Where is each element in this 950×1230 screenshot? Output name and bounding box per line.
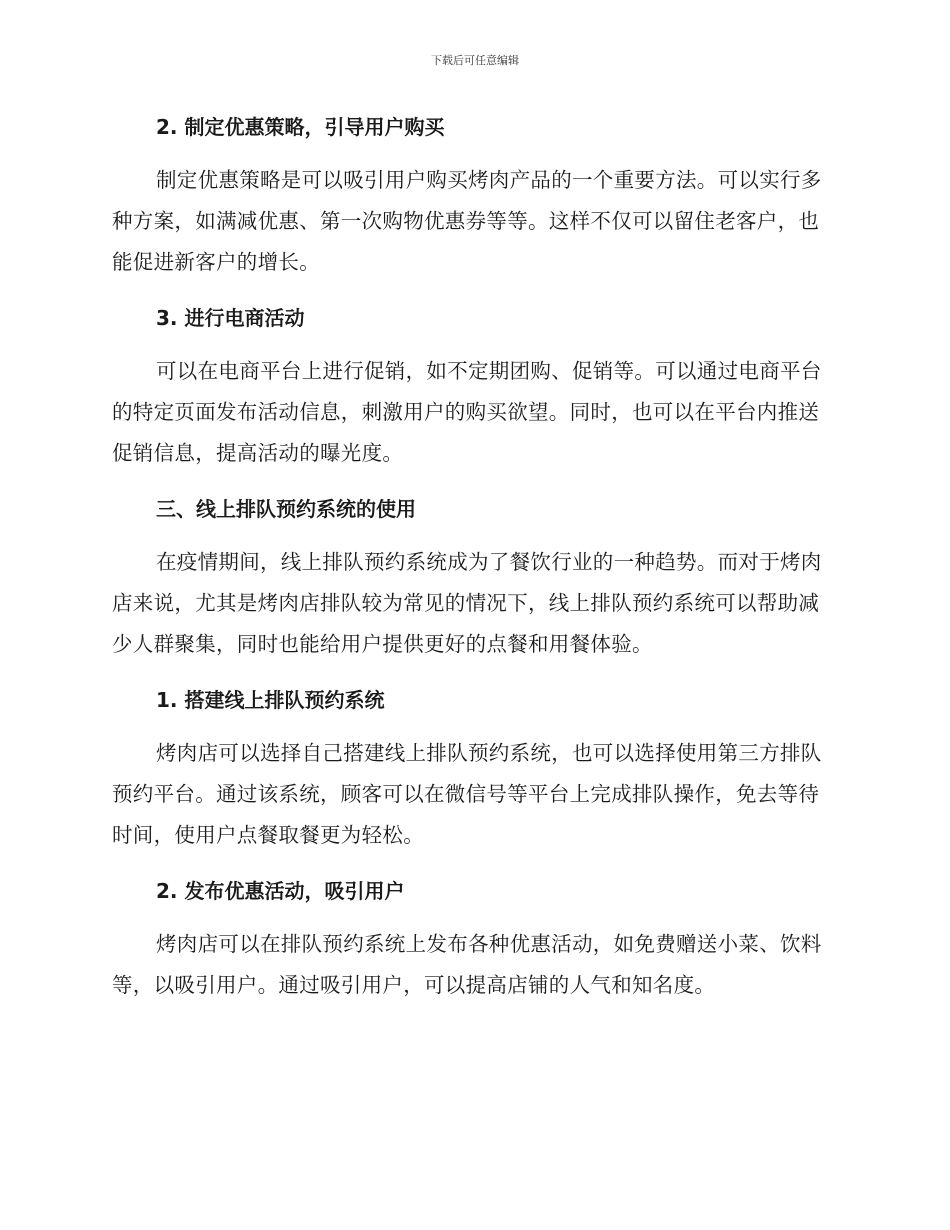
document-body [112, 106, 832, 1020]
page-header: 下载后可任意编辑 [431, 54, 519, 67]
section-heading: 2. 制定优惠策略，引导用户购买 [156, 115, 445, 139]
section-paragraph: 烤肉店可以选择自己搭建线上排队预约系统，也可以选择使用第三方排队预约平台。通过该系统，顾客可以在微信号等平台上完成排队操作，免去等待时间，使用户点餐取餐更为轻松。 [112, 741, 822, 847]
section-heading: 三、线上排队预约系统的使用 [156, 497, 416, 521]
section-heading: 3. 进行电商活动 [156, 306, 305, 330]
section-heading: 1. 搭建线上排队预约系统 [156, 688, 385, 712]
section-heading: 2. 发布优惠活动，吸引用户 [156, 879, 405, 903]
section-paragraph: 烤肉店可以在排队预约系统上发布各种优惠活动，如免费赠送小菜、饮料等，以吸引用户。通过吸引用户，可以提高店铺的人气和知名度。 [112, 932, 822, 997]
section-paragraph: 在疫情期间，线上排队预约系统成为了餐饮行业的一种趋势。而对于烤肉店来说，尤其是烤肉店排队较为常见的情况下，线上排队预约系统可以帮助减少人群聚集，同时也能给用户提供更好的点餐和用餐体验。 [112, 550, 822, 656]
section-paragraph: 可以在电商平台上进行促销，如不定期团购、促销等。可以通过电商平台的特定页面发布活动信息，刺激用户的购买欲望。同时，也可以在平台内推送促销信息，提高活动的曝光度。 [112, 359, 822, 465]
section-paragraph: 制定优惠策略是可以吸引用户购买烤肉产品的一个重要方法。可以实行多种方案，如满减优惠、第一次购物优惠券等等。这样不仅可以留住老客户，也能促进新客户的增长。 [112, 168, 822, 274]
